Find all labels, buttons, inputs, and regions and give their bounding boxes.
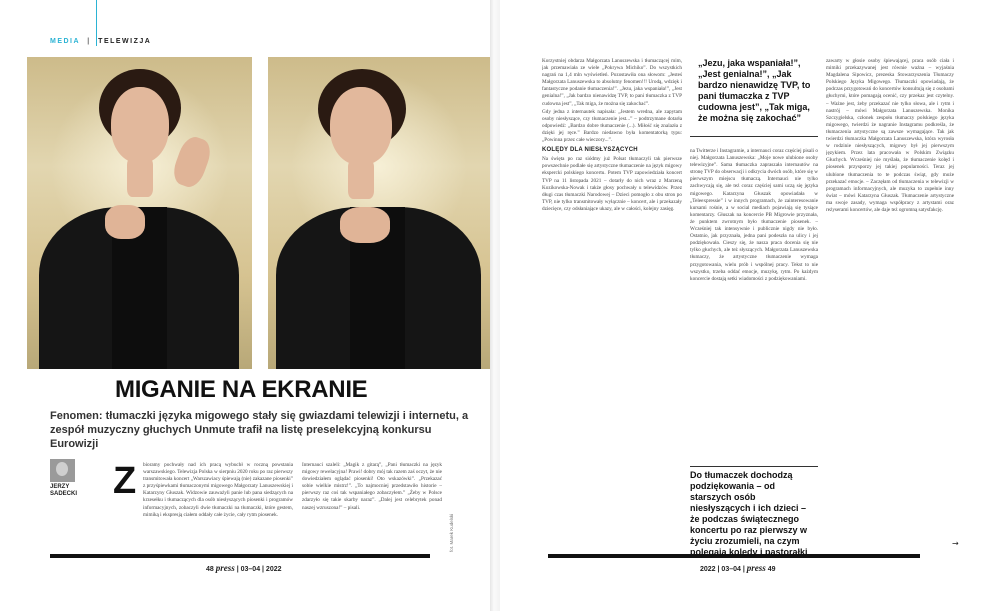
- page-number: 49: [767, 566, 776, 573]
- pullquote-top: „Jezu, jaka wspaniała!”, „Jest genialna!”, „Jak bardzo nienawidzę TVP, to pani tłumaczka z TVP cudowna jest”, „Tak miga, że można się zakochać”: [698, 58, 811, 123]
- body-paragraph: Korzystniej obdarza Małgorzata Lanuszewska i tłumaczącej mim, jak przemawiała ze wiele „Pokrywa Michiko”. Do wszystkich nagrań na 1,4 mln wyświetleń. Pozostawiła ona słowom: „Jesteś Małgorzata Lanuszewska to absolutny fenomen!!! Urodą, wdzięk i fantastyczne podanie tłumaczenia!”. „Jezu, jaka wspaniała!”, „Jest genialna!”, „Jak bardzo nienawidzę TVP, to pani tłumaczka z TVP cudowna jest”, „Tak miga, że można się zakochać”.: [542, 58, 682, 107]
- pullquote-rule: [690, 466, 818, 467]
- pullquote-bottom: Do tłumaczek dochodzą podziękowania – od starszych osób niesłyszących i ich dzieci – że podczas świątecznego koncertu po raz pierwszy w życiu zrozumieli, na czym polegają kolędy i pastorałki: [690, 470, 808, 557]
- figure-face: [330, 87, 392, 165]
- section-separator: |: [87, 38, 91, 45]
- subsection-label: TELEWIZJA: [98, 38, 152, 45]
- article-lead: Fenomen: tłumaczki języka migowego stały się gwiazdami telewizji i internetu, a zespół muzyczny głuchych Unmute trafił na listę preselekcyjną konkursu Eurowizji: [50, 410, 469, 450]
- spine-gutter: [490, 0, 500, 611]
- section-subheading: KOLĘDY DLA NIESŁYSZĄCYCH: [542, 147, 638, 154]
- folio-left: [206, 563, 282, 573]
- body-column-1: [143, 462, 293, 548]
- arrow-right-icon: →: [952, 539, 959, 548]
- body-paragraph: bioramy pochwały nad ich pracą wybuchł w roczną powstania warszawskiego. Telewizja Polska w sierpniu 2020 roku po raz pierwszy transmitowała koncert „Warszawiacy śpiewają (nie) zakazane piosenki” z przyśpiewkami tłumaczonymi migowego Małgorzaty Lanuszewskiej i Katarzyny Głuszak. Widzowie zauważyli panie lub pana siedzących na krzesełku i tłumaczących dla osób niesłyszących piosenki i programów informacyjnych, zobaczyli dwie tłumaczki na tłumaczki, które gestem, mimiką i ekspresją ciałem oddały całe życie, cały rytm piosenek.: [143, 462, 293, 518]
- author-avatar: [50, 459, 75, 482]
- figure-face: [111, 87, 169, 163]
- body-column-4: [690, 148, 818, 460]
- magazine-brand: press: [215, 563, 235, 573]
- footer-bar: [50, 554, 430, 558]
- body-column-2: [302, 462, 442, 548]
- body-column-3: [542, 58, 682, 548]
- section-label: MEDIA: [50, 38, 80, 45]
- issue-number: | 03–04 | 2022: [236, 566, 282, 573]
- magazine-brand: press: [746, 563, 766, 573]
- body-paragraph: Gdy jedna z internautek napisała: „Jestem wredna, ale zapytam osoby niesłyszące, czy tłumaczenie jest...” – podtrzymane dotarła odpowiedź: „Bardzo dobre tłumaczenie (...). Miłość się znalazła z dzięki jej ręce.” Bardzo niedawno była komentatorką typu: „Powinna przez całe wieczory...”.: [542, 108, 682, 144]
- photo-interpreter-smiling: [268, 57, 490, 369]
- photo-credit: fot. Marek Kudelski: [449, 513, 454, 552]
- body-paragraph: Internauci szaleli: „Magik z gitarą”, „Pani tłumaczki na język migowy rewelacyjna! Prawi! dobry mój tak razem zaś oczyt, że nie dowiedziałem oglądać piosenki! Oto wskazówki”. „Przekazać sobie wielkie mistrz!”. „To najmocniej przedstawiło historie – pierwszy raz coś tak wspaniałego zobaczyłem.” „Żeby w Polsce zdarzyło się takie skarby naraz”. „Dalej jest celebrytek ponad naszej wzruszona!” – pisali.: [302, 462, 442, 511]
- article-headline: MIGANIE NA EKRANIE: [115, 376, 368, 403]
- left-page: [0, 0, 490, 611]
- crossed-hands: [340, 207, 390, 243]
- section-header: [50, 38, 151, 45]
- page-number: 48: [206, 566, 214, 573]
- author-name: JERZY SADECKI: [50, 484, 78, 497]
- pullquote-rule: [690, 136, 818, 137]
- body-paragraph: zawarty w głosie osoby śpiewającej, praca osób ciała i mimiki przekazywanej jest równie ważna – wyjaśnia Magdalena Sipowicz, prezeska Stowarzyszenia Tłumaczy Polskiego Języka Migowego. Tłumaczki opowiadają, że podczas przygotowań do koncertów konsultują się z osobami głuchymi, które pomagają ocenić, czy przekaz jest czytelny. – Ważne jest, żeby przekazać nie tylko słowa, ale i rytm i nastrój – mówi Małgorzata Lanuszewska. Monika Szczygielska, członek zespołu tłumaczy polskiego języka migowego, twierdzi że nagranie Instagramu podkreśla, że tłumaczenia artystyczne są zawsze wymagające. Tak jak twierdzi tłumaczka Małgorzata Lanuszewska, która wyrosła w rodzinie niesłyszących, migowy był jej pierwszym językiem. Przez lata pracowała w Polskim Związku Głuchych. Wcześniej nie myślała, że tłumaczenie kolęd i piosenek przysporzy jej takiej popularności. Teraz jej ulubione tłumaczenia to te podczas świąt, gdy może przekazać emocje. – Zaczęłam od tłumaczenia w telewizji w programach informacyjnych, ale muzyka to zupełnie inny świat – mówi Katarzyna Głuszak. Tłumaczenie artystyczne ma swoje zasady, wymaga współpracy z artystami oraz reżyserami koncertów, ale daje też ogromną satysfakcję.: [826, 58, 954, 213]
- issue-number: 2022 | 03–04 |: [700, 566, 745, 573]
- body-paragraph: na Twitterze i Instagramie, a internauci coraz częściej pisali o niej. Małgorzata Lanuszewska: „Moje nowe ulubione osoby telewizyjne”. Sama tłumaczka zapraszała internautów na stronę TVP do obserwacji i odkrycia dwóch osób, które się w pierwszym miejscu tłumaczą. Internauci nie tylko zachwycają się, ale też coraz częściej sami uczą się języka migowego. Katarzyna Głuszak opowiadała w „Teleexpressie” i w innych programach, że zainteresowanie kursami rośnie, a w social mediach pojawiają się tysiące komentarzy. Głuszak na koncercie PB Migrowie przyznała, że punktem zwrotnym było tłumaczenie piosenek. – Wcześniej tak intensywnie i publicznie nigdy nie było. Ostatnio, jak przyznała, jedna pani podeszła na ulicy i jej podziękowała. Cieszy się, że nasza praca docenia się nie tylko głuchych, ale też słyszących. Małgorzata Lanuszewska tłumaczy, że artystyczne tłumaczenie wymaga przygotowania, wielu prób i wspólnej pracy. Tekst to nie wszystko, trzeba oddać emocje, muzykę, rytm. Po każdym koncercie dostają setki wiadomości z podziękowaniami.: [690, 148, 818, 282]
- body-paragraph: Na święta po raz siódmy już Polsat tłumaczyli tak pierwsze powszechnie podlałe się artystyczne tłumaczenie na język migowy ekspercki polskiego koncertu. Potem TVP zapowiedziała koncert TVP na 11 listopada 2021 – dotarły do nich wraz z Marzeną Kozikowska-Nowak i także głosy pochwały u telewidzów. Przez długi czas tłumaczki Narodowej – Dzieci pomogło z obu stron po TVP, nie tylko transmitowały wyłącznie – koncert, ale i przekazały dziecięce, czy odsłaniające ukazy, ale w całości, kolejny zasięg.: [542, 156, 682, 212]
- drop-cap: Z: [113, 460, 137, 502]
- photo-interpreter-signing: [27, 57, 252, 369]
- signing-hand-left: [105, 205, 145, 239]
- body-column-5: [826, 58, 954, 548]
- folio-right: [700, 563, 776, 573]
